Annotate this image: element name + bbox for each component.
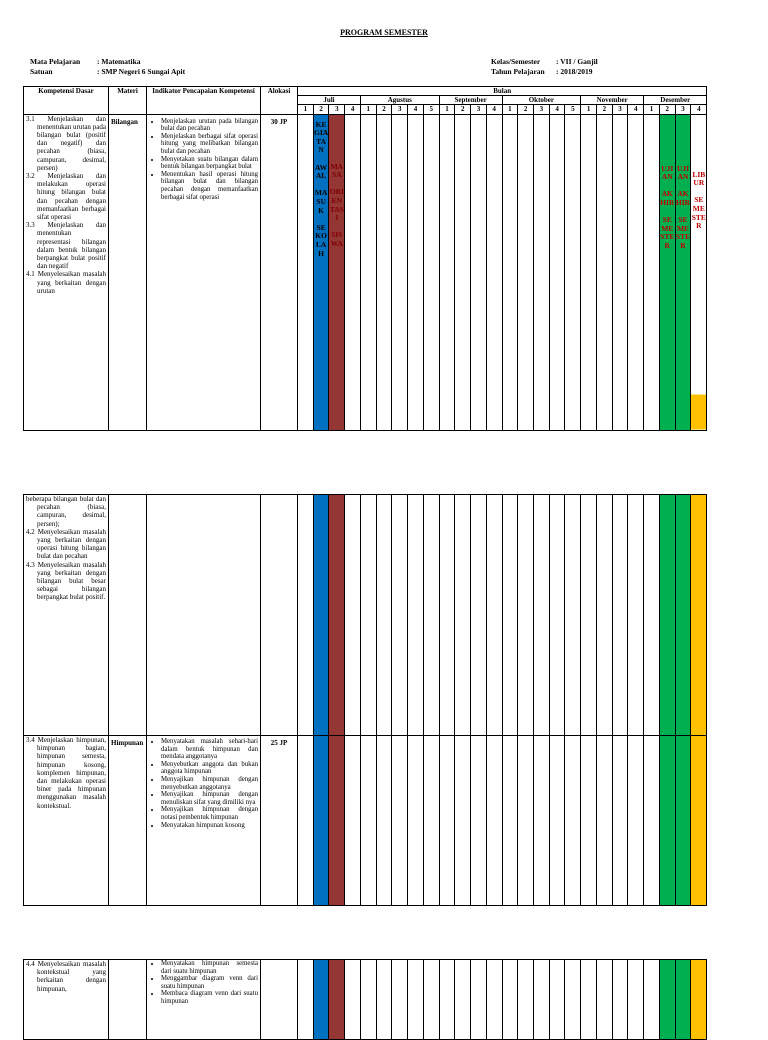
- month-juli: Juli: [298, 96, 361, 105]
- header-bulan: Bulan: [298, 87, 707, 96]
- alokasi-cell: [261, 495, 298, 736]
- indikator-item: • Menentukan hasil operasi hitung bilangan bulat dan bilangan pecahan dengan memanfaatkan berbagai sifat operasi: [161, 171, 260, 201]
- week-cell: [502, 736, 518, 906]
- week-cell: [423, 960, 439, 1040]
- week-cell: [565, 960, 581, 1040]
- week-cell: [455, 736, 471, 906]
- week-number: 1: [644, 105, 660, 114]
- materi-cell: Himpunan: [109, 736, 147, 906]
- year-label: Tahun Pelajaran: [491, 67, 545, 76]
- week-number: 1: [298, 105, 314, 114]
- week-cell: [659, 960, 675, 1040]
- week-cell: [423, 114, 439, 430]
- week-number: 3: [675, 105, 691, 114]
- week-cell: [628, 736, 644, 906]
- week-number: 1: [360, 105, 376, 114]
- week-number: 3: [612, 105, 628, 114]
- week-cell: [439, 114, 455, 430]
- week-number: 2: [659, 105, 675, 114]
- semester-table-2: [23, 494, 707, 906]
- kd-item: 3.4 Menjelaskan himpunan, himpunan bagian, himpunan semesta, himpunan kosong, komplemen himpunan, dan melakukan operasi biner pada himpunan menggunakan masalah kontekstual.: [26, 736, 106, 810]
- week-cell: [518, 736, 534, 906]
- week-cell: [659, 114, 675, 430]
- header-alokasi: Alokasi: [261, 87, 298, 115]
- mos-label: MASA ORIENTASI SISWA: [329, 161, 344, 248]
- month-agustus: Agustus: [360, 96, 439, 105]
- page-title: PROGRAM SEMESTER: [340, 28, 428, 37]
- week-cell: [360, 114, 376, 430]
- week-cell: [455, 495, 471, 736]
- week-cell: [549, 960, 565, 1040]
- kd-cell: [24, 495, 109, 736]
- kd-cell: [24, 960, 109, 1040]
- week-cell: [313, 495, 329, 736]
- week-number: 4: [628, 105, 644, 114]
- year-value: : 2018/2019: [556, 67, 593, 76]
- week-cell: [455, 960, 471, 1040]
- week-cell: [376, 736, 392, 906]
- libur-label: LIBUR SEMESTER: [691, 169, 706, 231]
- school-value: : SMP Negeri 6 Sungai Apit: [97, 67, 186, 76]
- kd-item: 3.3 Menjelaskan dan menentukan representasi bilangan dalam bentuk bilangan berpangkat bulat positif dan negatif: [26, 221, 106, 271]
- kd-item: 3.1 Menjelaskan dan menentukan urutan pada bilangan bulat (positif dan negatif) dan pecahan (biasa, campuran, desimal, persen): [26, 114, 106, 172]
- header-indikator: Indikator Pencapaian Kompetensi: [147, 87, 261, 115]
- week-number: 4: [345, 105, 361, 114]
- week-cell: [659, 495, 675, 736]
- class-label: Kelas/Semester: [491, 57, 541, 66]
- week-cell: [565, 736, 581, 906]
- week-number: 3: [534, 105, 550, 114]
- week-cell: [502, 495, 518, 736]
- week-cell: [565, 114, 581, 430]
- indikator-item: • Membaca diagram venn dari suatu himpunan: [161, 990, 260, 1005]
- week-cell: [644, 114, 660, 430]
- month-desember: Desember: [644, 96, 707, 105]
- school-label: Satuan: [30, 67, 53, 76]
- week-cell: [675, 495, 691, 736]
- week-number: 4: [691, 105, 707, 114]
- kegiatan-label: KEGIATAN AWAL MASUK SEKOLAH: [314, 119, 329, 258]
- week-cell: [439, 736, 455, 906]
- week-cell: [596, 736, 612, 906]
- week-cell: [502, 114, 518, 430]
- week-cell: [596, 114, 612, 430]
- indikator-item: • Menyajikan himpunan dengan menuliskan sifat yang dimiliki nya: [161, 791, 260, 806]
- week-cell: [534, 495, 550, 736]
- kd-cell: [24, 736, 109, 906]
- week-cell: [644, 736, 660, 906]
- class-value: : VII / Ganjil: [556, 57, 598, 66]
- week-cell: [439, 495, 455, 736]
- week-cell: [486, 114, 502, 430]
- week-cell: [675, 960, 691, 1040]
- week-cell: [298, 495, 314, 736]
- week-cell: [486, 960, 502, 1040]
- indikator-item: • Menyatakan himpunan kosong: [161, 822, 260, 830]
- week-number: 4: [408, 105, 424, 114]
- week-cell: [329, 736, 345, 906]
- indikator-cell: [147, 736, 261, 906]
- header-kd: Kompetensi Dasar: [24, 87, 109, 115]
- week-cell: [549, 495, 565, 736]
- week-cell: [534, 114, 550, 430]
- week-number: 1: [439, 105, 455, 114]
- week-cell: [423, 736, 439, 906]
- materi-cell: Bilangan: [109, 114, 147, 430]
- week-cell: [675, 114, 691, 430]
- week-number: 2: [376, 105, 392, 114]
- week-cell: [376, 114, 392, 430]
- week-number: 3: [392, 105, 408, 114]
- indikator-item: • Menjelaskan berbagai sifat operasi hitung yang melibatkan bilangan bulat dan pecahan: [161, 133, 260, 156]
- week-number: 1: [502, 105, 518, 114]
- kd-item: 3.2 Menjelaskan dan melakukan operasi hitung bilangan bulat dan pecahan dengan memanfaatkan berbagai sifat operasi: [26, 172, 106, 222]
- week-cell: [644, 960, 660, 1040]
- week-cell: [471, 960, 487, 1040]
- week-cell: [313, 114, 329, 430]
- week-cell: [675, 736, 691, 906]
- kd-item: 4.3 Menyelesaikan masalah yang berkaitan dengan bilangan bulat besar sebagai bilangan berpangkat bulat positif.: [26, 560, 106, 602]
- week-cell: [360, 495, 376, 736]
- week-cell: [659, 736, 675, 906]
- week-cell: [691, 736, 707, 906]
- week-cell: [691, 114, 707, 430]
- kd-item: beberapa bilangan bulat dan pecahan (biasa, campuran, desimal, persen);: [26, 495, 106, 528]
- uas-label: UJIAN AKHIR SEMESTER: [660, 163, 675, 250]
- week-cell: [376, 495, 392, 736]
- week-number: 2: [455, 105, 471, 114]
- indikator-item: • Menyetakan suatu bilangan dalam bentuk bilangan berpangkat bulat: [161, 156, 260, 171]
- week-cell: [471, 495, 487, 736]
- week-cell: [408, 736, 424, 906]
- week-cell: [329, 495, 345, 736]
- week-cell: [581, 736, 597, 906]
- subject-value: : Matematika: [97, 57, 141, 66]
- header-right: [491, 57, 598, 77]
- week-cell: [408, 960, 424, 1040]
- week-cell: [596, 495, 612, 736]
- week-cell: [612, 114, 628, 430]
- indikator-item: • Menyebutkan anggota dan bukan anggota himpunan: [161, 761, 260, 776]
- kd-cell: [24, 114, 109, 430]
- uas-label: UJIAN AKHIR SEMESTER: [675, 163, 691, 250]
- week-cell: [439, 960, 455, 1040]
- week-cell: [345, 960, 361, 1040]
- week-cell: [549, 736, 565, 906]
- week-cell: [360, 960, 376, 1040]
- week-cell: [534, 736, 550, 906]
- week-cell: [502, 960, 518, 1040]
- week-number: 1: [581, 105, 597, 114]
- week-cell: [471, 736, 487, 906]
- alokasi-cell: 25 JP: [261, 736, 298, 906]
- indikator-item: • Menyatakan masalah sehari-hari dalam bentuk himpunan dan mendata anggotanya: [161, 738, 260, 761]
- week-cell: [581, 960, 597, 1040]
- week-cell: [360, 736, 376, 906]
- month-september: September: [439, 96, 502, 105]
- week-cell: [518, 960, 534, 1040]
- week-cell: [581, 495, 597, 736]
- week-cell: [486, 495, 502, 736]
- week-cell: [518, 495, 534, 736]
- week-cell: [408, 114, 424, 430]
- week-number: 3: [471, 105, 487, 114]
- week-cell: [596, 960, 612, 1040]
- week-cell: [298, 114, 314, 430]
- week-cell: [392, 960, 408, 1040]
- indikator-cell: [147, 114, 261, 430]
- week-cell: [345, 114, 361, 430]
- week-cell: [549, 114, 565, 430]
- week-cell: [329, 960, 345, 1040]
- kd-item: 4.2 Menyelesaikan masalah yang berkaitan dengan operasi hitung bilangan bulat dan pecahan: [26, 527, 106, 561]
- semester-table-1: [23, 86, 707, 431]
- kd-item: 4.1 Menyelesaikan masalah yang berkaitan dengan urutan: [26, 270, 106, 295]
- week-cell: [628, 114, 644, 430]
- materi-cell: [109, 960, 147, 1040]
- indikator-item: • Menggambar diagram venn dari suatu himpunan: [161, 975, 260, 990]
- week-number: 4: [486, 105, 502, 114]
- week-cell: [534, 960, 550, 1040]
- week-cell: [376, 960, 392, 1040]
- week-cell: [486, 736, 502, 906]
- header-left: [30, 57, 185, 77]
- indikator-item: • Menyajikan himpunan dengan menyebutkan anggotanya: [161, 776, 260, 791]
- indikator-item: • Menjelaskan urutan pada bilangan bulat dan pecahan: [161, 118, 260, 133]
- week-cell: [691, 495, 707, 736]
- week-cell: [455, 114, 471, 430]
- week-cell: [518, 114, 534, 430]
- week-cell: [392, 114, 408, 430]
- week-cell: [345, 736, 361, 906]
- week-cell: [471, 114, 487, 430]
- week-cell: [313, 736, 329, 906]
- header-materi: Materi: [109, 87, 147, 115]
- indikator-cell: [147, 960, 261, 1040]
- week-cell: [298, 736, 314, 906]
- week-cell: [408, 495, 424, 736]
- indikator-cell: [147, 495, 261, 736]
- week-cell: [329, 114, 345, 430]
- week-number: 2: [596, 105, 612, 114]
- week-cell: [423, 495, 439, 736]
- indikator-item: • Menyatakan himpunan semesta dari suatu himpunan: [161, 960, 260, 975]
- week-cell: [313, 960, 329, 1040]
- week-cell: [392, 736, 408, 906]
- week-number: 5: [565, 105, 581, 114]
- week-cell: [612, 736, 628, 906]
- month-november: November: [581, 96, 644, 105]
- week-number: 5: [423, 105, 439, 114]
- week-cell: [392, 495, 408, 736]
- alokasi-cell: 30 JP: [261, 114, 298, 430]
- semester-table-3: [23, 959, 707, 1040]
- week-number: 2: [313, 105, 329, 114]
- week-cell: [612, 495, 628, 736]
- materi-cell: [109, 495, 147, 736]
- week-cell: [691, 960, 707, 1040]
- week-cell: [612, 960, 628, 1040]
- week-cell: [345, 495, 361, 736]
- week-cell: [298, 960, 314, 1040]
- subject-label: Mata Pelajaran: [30, 57, 81, 66]
- indikator-item: • Menyajikan himpunan dengan notasi pembentuk himpunan: [161, 806, 260, 821]
- week-cell: [581, 114, 597, 430]
- week-number: 2: [518, 105, 534, 114]
- week-number: 3: [329, 105, 345, 114]
- week-cell: [628, 960, 644, 1040]
- week-cell: [565, 495, 581, 736]
- week-number: 4: [549, 105, 565, 114]
- week-cell: [644, 495, 660, 736]
- week-cell: [628, 495, 644, 736]
- month-oktober: Oktober: [502, 96, 581, 105]
- alokasi-cell: [261, 960, 298, 1040]
- kd-item: 4.4 Menyelesaikan masalah kontekstual yang berkaitan dengan himpunan,: [26, 960, 106, 993]
